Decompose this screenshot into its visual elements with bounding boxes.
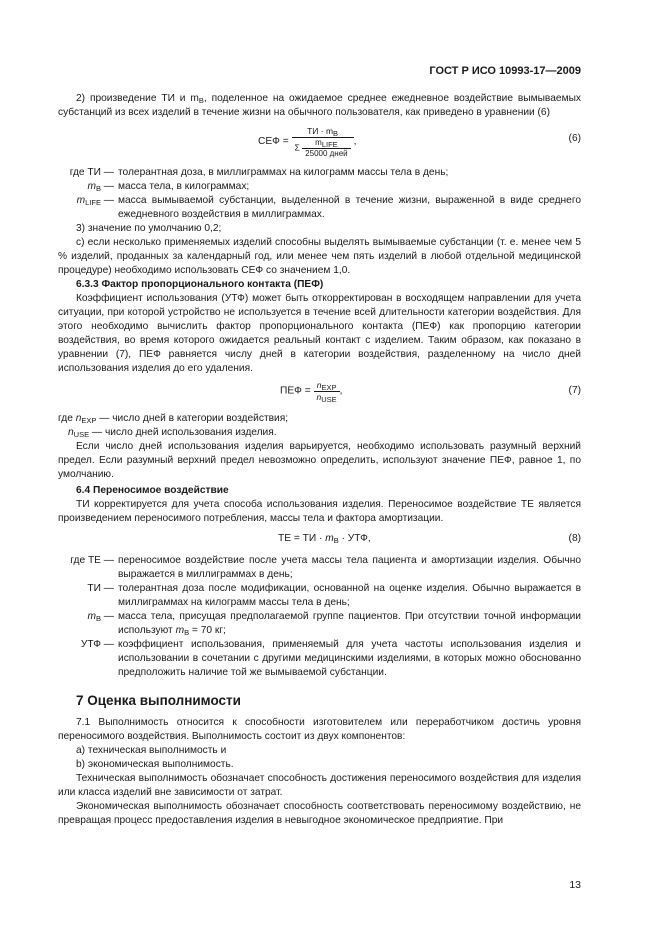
paragraph-item-3: 3) значение по умолчанию 0,2; (76, 223, 222, 234)
definition-row: где ТЕ — переносимое воздействие после учета массы тела пациента и амортизации изделия. Обычно выражается в миллиграммах в день; (70, 555, 581, 580)
definition-row: $m_B$ — масса тела, в килограммах; (87, 181, 250, 193)
definition-row: УТФ — коэффициент использования, применяемый для учета частоты использования изделия и использовании в сочетании с другими медицинскими изделиями, в которых можно обоснованно предположить наличие той же вымываемой субстанции. (80, 639, 581, 678)
paragraph-economic: Экономическая выполнимость обозначает способность соответствовать переносимому воздействию, не превращая процесс предоставления изделия в невыгодное экономическое предприятие. При (58, 801, 581, 826)
definition-row: $m_B$ — масса тела, присущая предполагаемой группе пациентов. При отсутствии точной информации используют $m_B = 70$ кг; (87, 611, 581, 637)
definition-row: ТИ — толерантная доза после модификации, основанной на оценке изделия. Обычно выражается в миллиграммах на килограмм массы тела в день; (87, 583, 581, 608)
section-heading-6-3-3: 6.3.3 Фактор пропорционального контакта (ПЕФ) (76, 279, 324, 290)
list-item: а) техническая выполнимость и (76, 745, 227, 756)
equation-number: (8) (568, 533, 581, 544)
equation-6: СЕФ = ТИ · $m_B$ Σ $\frac{m_{LIFE}}{\text{25000 дней}}$ , (6) (258, 126, 581, 158)
eq6-fraction: ТИ · $m_B$ Σ $\frac{m_{LIFE}}{\text{25000 дней}}$ (292, 126, 354, 158)
definitions-6 (58, 166, 581, 222)
equation-number: (7) (568, 385, 581, 396)
paragraph-6-4: ТИ корректируется для учета способа использования изделия. Переносимое воздействие ТЕ является произведением переносимого потребления, массы тела и фактора амортизации. (58, 499, 581, 524)
definition-row: где $n_{EXP}$ — число дней в категории воздействия; (58, 413, 289, 425)
paragraph-technical: Техническая выполнимость обозначает способность достижения переносимого воздействия для изделия или класса изделий вне зависимости от затрат. (58, 773, 581, 798)
definition-row: $m_{LIFE}$ — масса вымываемой субстанции, выделенной в течение жизни, выраженной в виде среднего ежедневного воздействия в миллиграммах. (76, 195, 581, 220)
definitions-7 (58, 412, 581, 440)
paragraph-7-1: 7.1 Выполнимость относится к способности изготовителем или переработчиком достичь уровня переносимого воздействия. Выполнимость состоит из двух компонентов: (58, 717, 581, 742)
eq7-fraction: $\frac{n_{EXP}}{n_{USE}}$ (314, 380, 340, 403)
section-heading-7: 7 Оценка выполнимости (76, 693, 241, 708)
paragraph-6-3-3: Коэффициент использования (УТФ) может быть откорректирован в восходящем направлении для учета ситуации, при которой устройство не используется в течение всей длительности категории воздействия. Для этого необходимо вычислить фактор пропорционального контакта (ПЕФ) как пропорцию категории воздействия, во время которого ожидается реальный контакт с изделием. Таким образом, как показано в уравнении (7), ПЕФ равняется числу дней в категории воздействия, разделенному на число дней использования изделия до его удаления. (58, 293, 581, 374)
paragraph-upper-limit: Если число дней использования изделия варьируется, необходимо использовать разумный верхний предел. Если разумный верхний предел невозможно определить, используют значение ПЕФ, равное 1, по умолчанию. (58, 441, 581, 480)
page-body (58, 92, 581, 828)
definition-row: $n_{USE}$ — число дней использования изделия. (68, 427, 277, 439)
standard-header: ГОСТ Р ИСО 10993-17—2009 (429, 65, 581, 77)
definition-row: где ТИ — толерантная доза, в миллиграммах на килограмм массы тела в день; (69, 167, 449, 178)
definitions-8 (58, 554, 581, 680)
equation-8: ТЕ = ТИ · $m_B$ · УТФ, (8) (278, 533, 581, 545)
paragraph-item-c: с) если несколько применяемых изделий способны выделять вымываемые субстанции (т. е. менее чем 5 % изделий, проданных за календарный год, или менее чем пять изделий в любой отдельной медицинской процедуре) необходимо использовать СЕФ со значением 1,0. (58, 237, 581, 276)
equation-number: (6) (568, 133, 581, 144)
paragraph-item-2: 2) произведение ТИ и $m_B$, поделенное на ожидаемое среднее ежедневное воздействие вымываемых субстанций из всех изделий в течение жизни на обычного пользователя, как приведено в уравнении (6) (58, 93, 581, 118)
page-number: 13 (569, 879, 581, 891)
list-item: b) экономическая выполнимость. (76, 759, 234, 770)
equation-7: ПЕФ = $\frac{n_{EXP}}{n_{USE}}$ , (7) (280, 380, 581, 404)
section-heading-6-4: 6.4 Переносимое воздействие (76, 485, 229, 496)
